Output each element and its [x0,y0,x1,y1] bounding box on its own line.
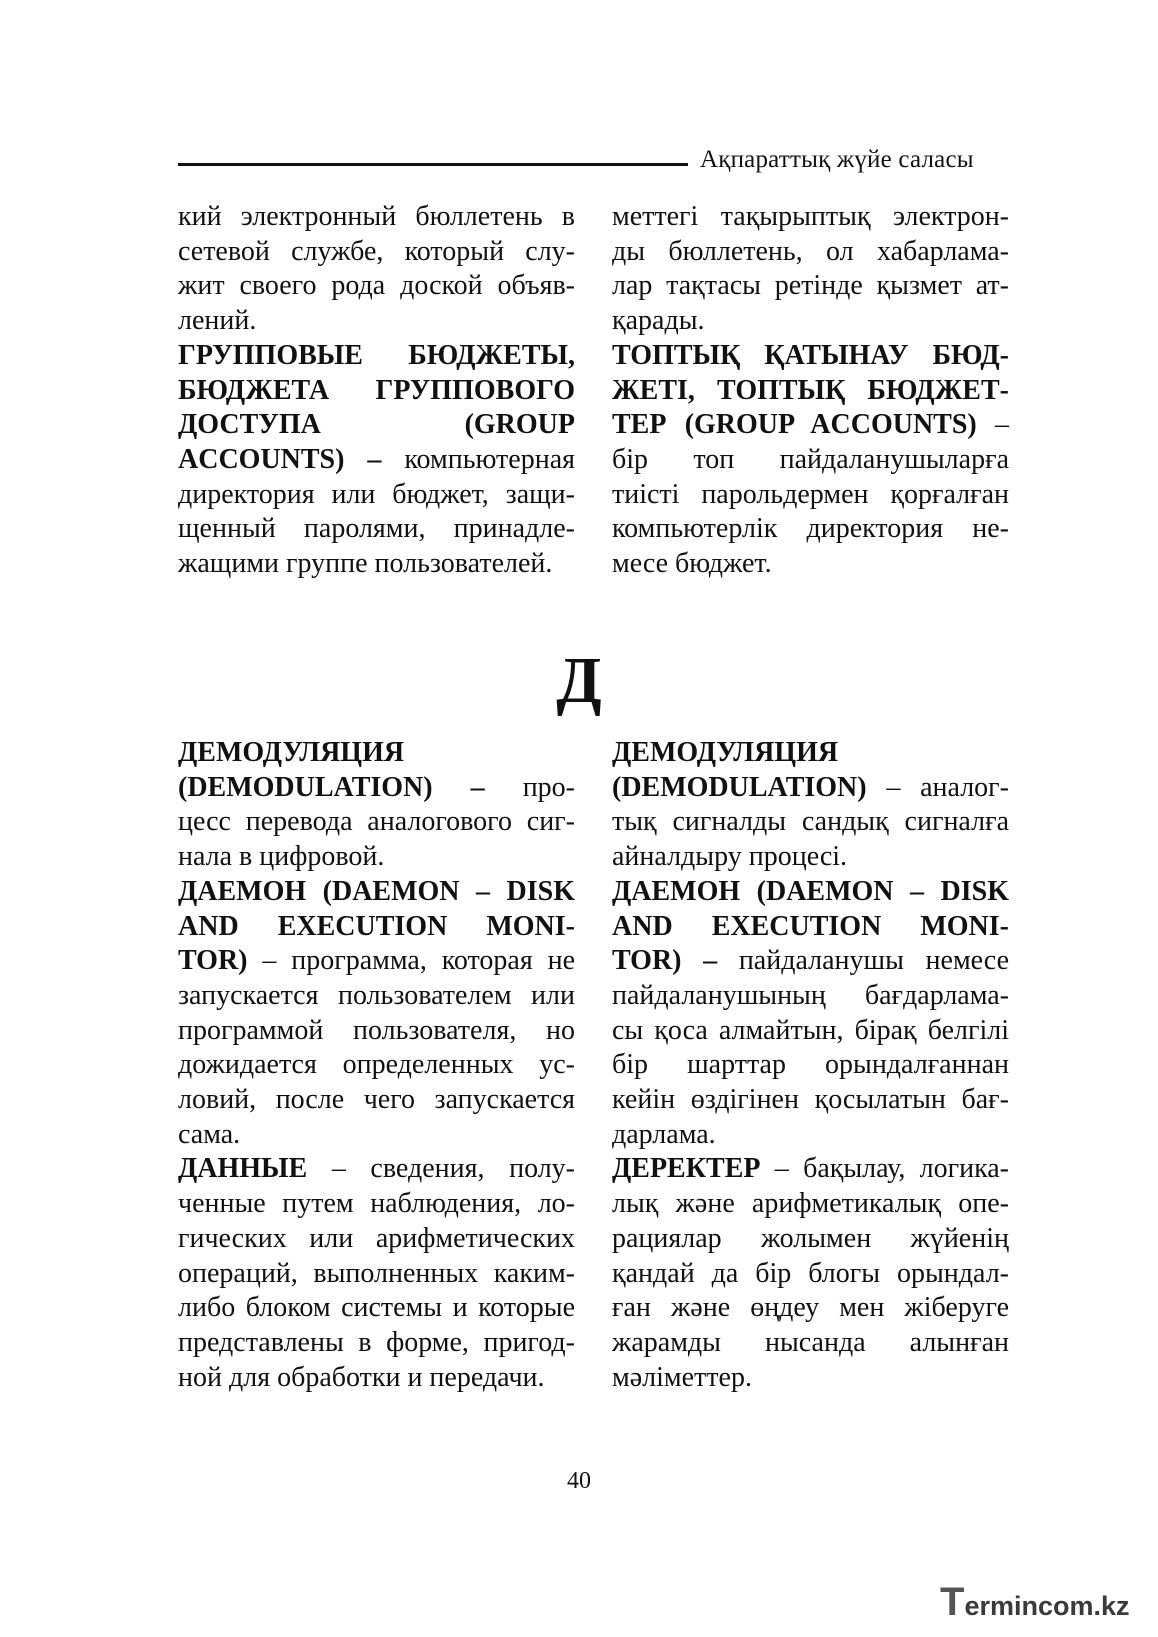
definition-text: лық және арифметикалық опе- [612,1188,1009,1220]
term-bold: TOR) – [612,945,718,977]
text-line [178,910,575,945]
text-line [178,840,575,875]
text-line [612,200,1009,235]
text-line [178,478,575,513]
definition-text: мәліметтер. [612,1361,752,1393]
watermark-text: ermincom.kz [964,1591,1130,1621]
definition-text: меттегі тақырыптық электрон- [612,201,1009,232]
text-line [178,235,575,270]
text-line [178,875,575,910]
text-line [612,1048,1009,1083]
text-line [612,875,1009,910]
definition-text: программой пользователя, но [178,1014,575,1046]
text-line [612,1014,1009,1049]
definition-text: лений. [178,305,257,337]
text-line [612,478,1009,513]
term-bold: (DEMODULATION) – [178,771,485,803]
definition-text: қандай да бір блогы орындал- [612,1257,1009,1289]
definition-text: жит своего рода доской объяв- [178,270,575,302]
definition-text: месе бюджет. [612,548,772,580]
definition-text: ған және өңдеу мен жіберуге [612,1292,1009,1324]
text-line [178,200,575,235]
text-line [612,805,1009,840]
text-line [612,979,1009,1014]
definition-text: бір шарттар орындалғаннан [612,1049,1009,1081]
definition-text: айналдыру процесі. [612,841,848,873]
definition-text: кий электронный бюллетень в [178,201,575,232]
term-bold: ТЕР (GROUP ACCOUNTS) [612,409,977,441]
text-line [178,443,575,478]
definition-text: кейін өздігінен қосылатын бағ- [612,1084,1009,1116]
term-bold: ACCOUNTS) – [178,443,382,475]
text-line [612,408,1009,443]
definition-text: ловий, после чего запускается [178,1084,575,1116]
running-header: Ақпараттық жүйе саласы [700,146,974,173]
definition-text: рациялар жолымен жүйенің [612,1222,1009,1254]
definition-text: сы қоса алмайтын, бірақ белгілі [612,1014,1009,1046]
term-bold: ДОСТУПА (GROUP [178,409,575,441]
definition-text: – аналог- [866,771,1009,803]
term-bold: ЖЕТІ, ТОПТЫҚ БЮДЖЕТ- [612,374,1009,406]
definition-text: нала в цифровой. [178,841,385,873]
definition-text: сама. [178,1118,241,1150]
term-bold: ДАННЫЕ [178,1153,308,1185]
text-line [178,1222,575,1257]
term-bold: AND EXECUTION MONI- [612,910,1009,942]
term-bold: ДЕМОДУЛЯЦИЯ [178,737,405,768]
term-bold: ГРУППОВЫЕ БЮДЖЕТЫ, [178,339,575,371]
text-line [178,269,575,304]
term-bold: ДЕМОДУЛЯЦИЯ [612,737,839,768]
text-line [612,1361,1009,1396]
column-kz-bottom [612,736,1009,1395]
text-line [612,235,1009,270]
definition-text: – бақылау, логика- [760,1153,1009,1185]
definition-text: запускается пользователем или [178,979,575,1011]
column-ru-top [178,200,575,582]
definition-text: щенный паролями, принадле- [178,513,575,545]
text-line [612,1118,1009,1153]
text-line [612,1291,1009,1326]
definition-text: жарамды нысанда алынған [612,1326,1009,1358]
definition-text: ды бюллетень, ол хабарлама- [612,235,1009,267]
definition-text: директория или бюджет, защи- [178,478,575,510]
term-bold: ДАЕМОН (DAEMON – DISK [178,875,575,907]
definition-text: бір топ пайдаланушыларға [612,443,1009,475]
text-line [178,979,575,1014]
definition-text: лар тақтасы ретінде қызмет ат- [612,270,1009,302]
text-line [178,408,575,443]
definition-text: дарлама. [612,1118,716,1150]
definition-text: про- [484,771,575,803]
definition-text: тиісті парольдермен қорғалған [612,478,1009,510]
text-line [178,1291,575,1326]
text-line [178,512,575,547]
definition-text: гических или арифметических [178,1222,575,1254]
text-line [612,443,1009,478]
term-bold: ДЕРЕКТЕР [612,1153,761,1185]
definition-text: – сведения, полу- [307,1153,575,1185]
definition-text: жащими группе пользователей. [178,548,553,580]
text-line [612,269,1009,304]
text-line [178,304,575,339]
text-line [178,339,575,374]
text-line [612,374,1009,409]
text-line [178,374,575,409]
text-line [612,910,1009,945]
text-line [178,944,575,979]
text-line [612,304,1009,339]
text-line [612,944,1009,979]
text-line [178,1187,575,1222]
text-line [612,771,1009,806]
definition-text: цесс перевода аналогового сиг- [178,806,575,838]
text-line [612,1257,1009,1292]
column-ru-bottom [178,736,575,1395]
term-bold: БЮДЖЕТА ГРУППОВОГО [178,374,575,406]
text-line [178,1326,575,1361]
definition-text: компьютерная [381,443,575,475]
text-line [612,1222,1009,1257]
site-watermark [940,1580,1130,1625]
section-letter: Д [556,644,602,717]
text-line [178,1361,575,1396]
text-line [612,339,1009,374]
term-bold: ТОПТЫҚ ҚАТЫНАУ БЮД- [612,339,1009,371]
definition-text: представлены в форме, пригод- [178,1326,575,1358]
text-line [178,736,575,771]
column-kz-top [612,200,1009,582]
text-line [178,1048,575,1083]
definition-text: пайдаланушының бағдарлама- [612,979,1009,1011]
definition-text: ченные путем наблюдения, ло- [178,1188,575,1220]
term-bold: TOR) [178,945,248,977]
definition-text: – [976,409,1009,441]
text-line [612,1187,1009,1222]
definition-text: қарады. [612,305,705,337]
text-line [178,771,575,806]
text-line [612,1152,1009,1187]
text-line [612,736,1009,771]
term-bold: (DEMODULATION) [612,771,867,803]
text-line [612,840,1009,875]
header-rule [178,163,688,166]
definition-text: компьютерлік директория не- [612,513,1009,545]
definition-text: пайдаланушы немесе [717,945,1009,977]
term-bold: AND EXECUTION MONI- [178,910,575,942]
definition-text: ной для обработки и передачи. [178,1361,545,1393]
page-number: 40 [567,1468,591,1494]
definition-text: либо блоком системы и которые [178,1292,575,1324]
definition-text: – программа, которая не [247,945,575,977]
text-line [612,1083,1009,1118]
definition-text: дожидается определенных ус- [178,1049,575,1081]
text-line [178,1152,575,1187]
text-line [178,1014,575,1049]
text-line [178,805,575,840]
definition-text: тық сигналды сандық сигналға [612,806,1009,838]
text-line [612,547,1009,582]
definition-text: операций, выполненных каким- [178,1257,575,1289]
term-bold: ДАЕМОН (DAEMON – DISK [612,875,1009,907]
text-line [178,1083,575,1118]
text-line [612,512,1009,547]
text-line [178,1118,575,1153]
text-line [178,547,575,582]
watermark-t-glyph: T [940,1580,965,1624]
text-line [612,1326,1009,1361]
text-line [178,1257,575,1292]
definition-text: сетевой службе, который слу- [178,235,575,267]
